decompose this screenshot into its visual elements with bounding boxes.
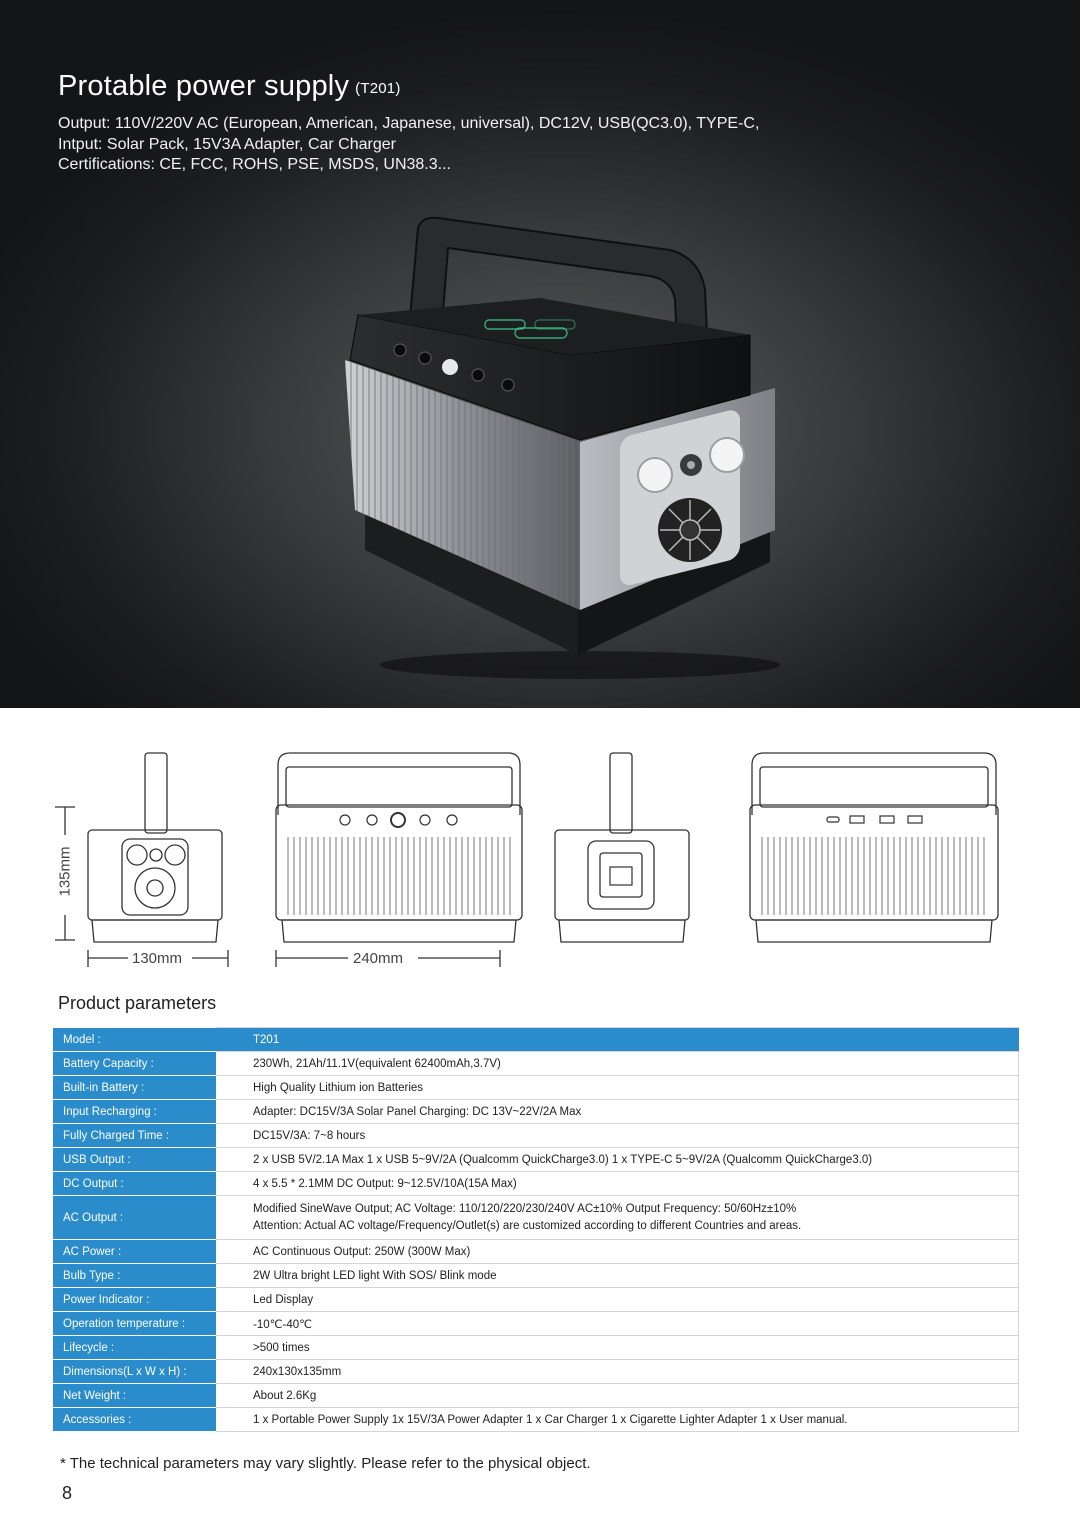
- hero-banner: [0, 0, 1080, 708]
- param-key: Accessories :: [53, 1408, 216, 1432]
- param-value: 2 x USB 5V/2.1A Max 1 x USB 5~9V/2A (Qualcomm QuickCharge3.0) 1 x TYPE-C 5~9V/2A (Qualcomm QuickCharge3.0): [216, 1148, 1019, 1172]
- technical-drawings: [40, 745, 1040, 975]
- param-key: Power Indicator :: [53, 1288, 216, 1312]
- parameters-table: [53, 1027, 1019, 1432]
- table-row: [53, 1124, 1019, 1148]
- disclaimer-note: * The technical parameters may vary slightly. Please refer to the physical object.: [60, 1455, 591, 1472]
- param-value-line: Modified SineWave Output; AC Voltage: 110/120/220/230/240V AC±10% Output Frequency: 50/60Hz±10%: [253, 1203, 797, 1215]
- table-row: [53, 1100, 1019, 1124]
- param-value: 1 x Portable Power Supply 1x 15V/3A Power Adapter 1 x Car Charger 1 x Cigarette Lighter Adapter 1 x User manual.: [216, 1408, 1019, 1432]
- table-row: [53, 1240, 1019, 1264]
- product-render: [330, 210, 790, 680]
- param-key: Input Recharging :: [53, 1100, 216, 1124]
- table-row: [53, 1052, 1019, 1076]
- hero-specs: [58, 114, 759, 176]
- param-value: 4 x 5.5 * 2.1MM DC Output: 9~12.5V/10A(15A Max): [216, 1172, 1019, 1196]
- width-dimension: 130mm: [132, 950, 183, 967]
- model-tag: (T201): [355, 80, 401, 97]
- table-row: [53, 1288, 1019, 1312]
- param-value: >500 times: [216, 1336, 1019, 1360]
- page-number: 8: [62, 1483, 73, 1503]
- table-row: [53, 1360, 1019, 1384]
- param-key: Fully Charged Time :: [53, 1124, 216, 1148]
- table-row: [53, 1336, 1019, 1360]
- param-value: 240x130x135mm: [216, 1360, 1019, 1384]
- param-key: Built-in Battery :: [53, 1076, 216, 1100]
- param-value: 230Wh, 21Ah/11.1V(equivalent 62400mAh,3.7V): [216, 1052, 1019, 1076]
- param-value: -10℃-40℃: [216, 1312, 1019, 1336]
- page-title: Protable power supply (T201): [58, 70, 401, 102]
- param-key: Dimensions(L x W x H) :: [53, 1360, 216, 1384]
- param-value: AC Continuous Output: 250W (300W Max): [216, 1240, 1019, 1264]
- input-line: Intput: Solar Pack, 15V3A Adapter, Car Charger: [58, 135, 396, 153]
- param-key: AC Output :: [53, 1196, 216, 1240]
- param-value: 2W Ultra bright LED light With SOS/ Blink mode: [216, 1264, 1019, 1288]
- param-value: T201: [216, 1028, 1019, 1052]
- param-value: Adapter: DC15V/3A Solar Panel Charging: DC 13V~22V/2A Max: [216, 1100, 1019, 1124]
- table-row: [53, 1196, 1019, 1240]
- param-value: [216, 1196, 1019, 1240]
- param-key: Battery Capacity :: [53, 1052, 216, 1076]
- param-key: Net Weight :: [53, 1384, 216, 1408]
- param-key: DC Output :: [53, 1172, 216, 1196]
- table-row: [53, 1264, 1019, 1288]
- table-row: [53, 1148, 1019, 1172]
- param-key: AC Power :: [53, 1240, 216, 1264]
- param-key: Model :: [53, 1028, 216, 1052]
- param-key: USB Output :: [53, 1148, 216, 1172]
- length-dimension: 240mm: [353, 950, 404, 967]
- param-value: DC15V/3A: 7~8 hours: [216, 1124, 1019, 1148]
- table-row: [53, 1028, 1019, 1052]
- table-row: [53, 1384, 1019, 1408]
- certification-line: Certifications: CE, FCC, ROHS, PSE, MSDS, UN38.3...: [58, 156, 451, 173]
- output-line: Output: 110V/220V AC (European, American, Japanese, universal), DC12V, USB(QC3.0), TYPE-C,: [58, 115, 760, 132]
- param-key: Lifecycle :: [53, 1336, 216, 1360]
- table-row: [53, 1172, 1019, 1196]
- height-dimension: 135mm: [56, 846, 74, 897]
- section-title: Product parameters: [58, 993, 217, 1013]
- table-row: [53, 1076, 1019, 1100]
- table-row: [53, 1408, 1019, 1432]
- param-value: About 2.6Kg: [216, 1384, 1019, 1408]
- param-key: Bulb Type :: [53, 1264, 216, 1288]
- param-value: High Quality Lithium ion Batteries: [216, 1076, 1019, 1100]
- param-value-note: Attention: Actual AC voltage/Frequency/Outlet(s) are customized according to different Countries and areas.: [253, 1220, 802, 1232]
- drawing-views: [40, 745, 1040, 975]
- param-value: Led Display: [216, 1288, 1019, 1312]
- table-row: [53, 1312, 1019, 1336]
- param-key: Operation temperature :: [53, 1312, 216, 1336]
